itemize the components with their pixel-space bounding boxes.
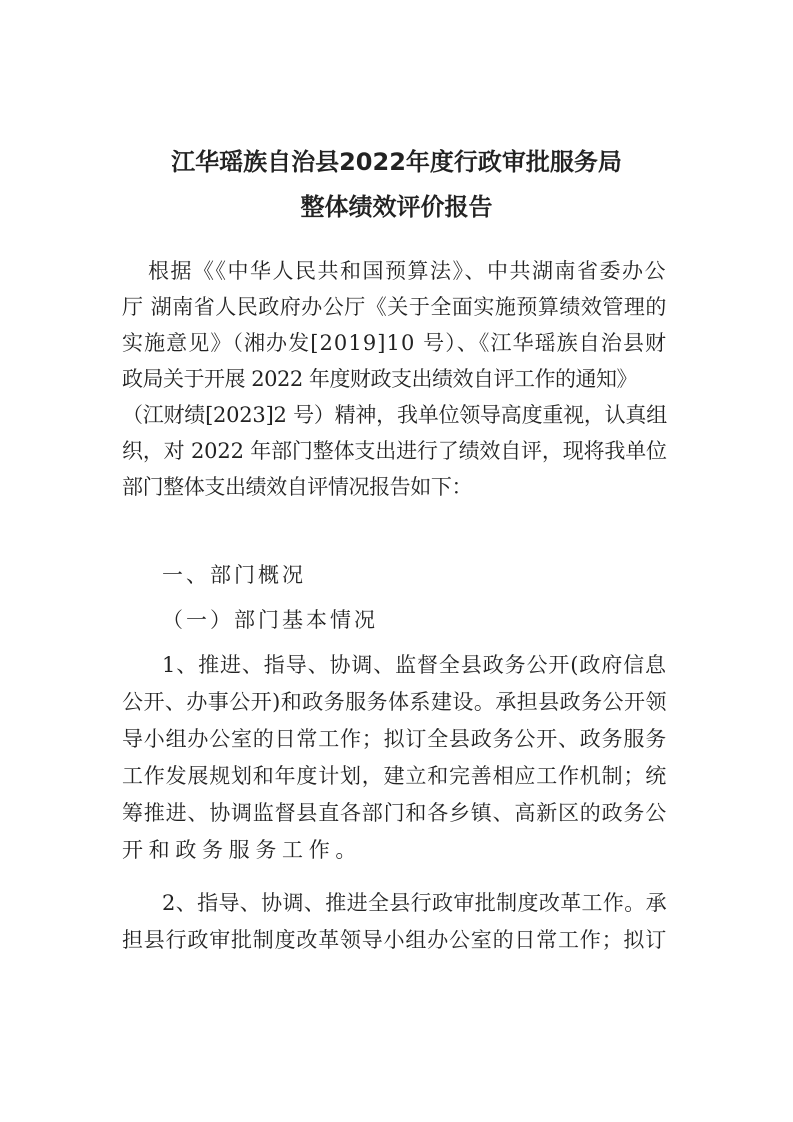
intro-line-text: 政局关于开展 2022 年度财政支出绩效自评工作的通知》 — [122, 367, 638, 391]
intro-line — [122, 473, 667, 501]
intro-line — [122, 293, 667, 321]
item1-line — [122, 799, 667, 827]
intro-line-text: 织，对 2022 年部门整体支出进行了绩效自评，现将我单位 — [122, 439, 667, 463]
title-line-2: 整体绩效评价报告 — [300, 193, 493, 221]
item2-line — [122, 889, 667, 917]
intro-line-text: （江财绩[2023]2 号）精神，我单位领导高度重视，认真组 — [122, 403, 667, 427]
intro-line — [122, 437, 667, 465]
item2-line — [122, 926, 667, 954]
item1-line — [122, 725, 667, 753]
intro-line — [122, 401, 667, 429]
subsection-heading: （一）部门基本情况 — [162, 608, 378, 632]
item1-line-text: 工作发展规划和年度计划，建立和完善相应工作机制；统 — [122, 764, 667, 788]
section-heading: 一、部门概况 — [162, 563, 306, 587]
item1-line-text: 公开、办事公开)和政务服务体系建设。承担县政务公开领 — [122, 690, 667, 714]
item1-line-text: 开和政务服务工作。 — [122, 838, 363, 862]
intro-line-text: 根据《《中华人民共和国预算法》、中共湖南省委办公 — [148, 259, 667, 283]
item1-line-text: 导小组办公室的日常工作；拟订全县政务公开、政务服务 — [122, 727, 667, 751]
item2-line-text: 担县行政审批制度改革领导小组办公室的日常工作；拟订 — [122, 928, 667, 952]
item1-line — [122, 836, 667, 864]
intro-line — [122, 257, 667, 285]
intro-line-text: 部门整体支出绩效自评情况报告如下： — [122, 475, 473, 499]
item1-line-text: 1、推进、指导、协调、监督全县政务公开(政府信息 — [162, 653, 667, 677]
item1-line-text: 筹推进、协调监督县直各部门和各乡镇、高新区的政务公 — [122, 801, 667, 825]
item1-line — [122, 651, 667, 679]
item2-line-text: 2、指导、协调、推进全县行政审批制度改革工作。承 — [162, 891, 667, 915]
title-line-1: 江华瑶族自治县2022年度行政审批服务局 — [171, 148, 622, 176]
intro-line — [122, 365, 667, 393]
intro-line-text: 厅 湖南省人民政府办公厅《关于全面实施预算绩效管理的 — [122, 295, 667, 319]
intro-line — [122, 329, 667, 357]
intro-line-text: 实施意见》（湘办发[2019]10 号）、《江华瑶族自治县财 — [122, 331, 668, 355]
item1-line — [122, 762, 667, 790]
item1-line — [122, 688, 667, 716]
